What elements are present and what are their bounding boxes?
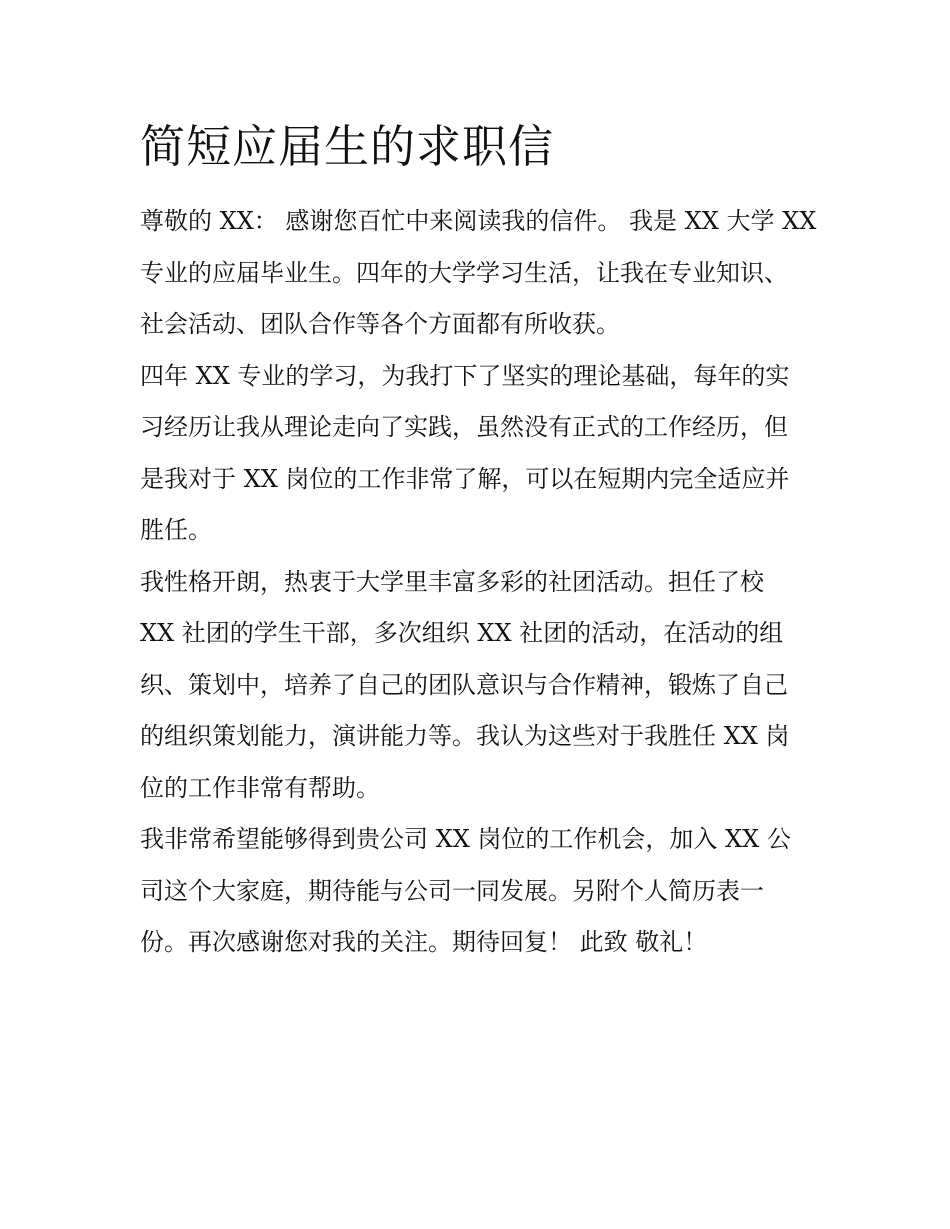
body-line: 专业的应届毕业生。四年的大学学习生活，让我在专业知识、 — [140, 259, 788, 287]
body-line: 社会活动、团队合作等各个方面都有所收获。 — [140, 310, 620, 338]
body-line: 份。再次感谢您对我的关注。期待回复！ 此致 敬礼！ — [140, 928, 708, 956]
body-line: 我性格开朗，热衷于大学里丰富多彩的社团活动。担任了校 — [140, 568, 764, 596]
body-line: XX 社团的学生干部，多次组织 XX 社团的活动，在活动的组 — [140, 619, 784, 647]
body-line: 司这个大家庭，期待能与公司一同发展。另附个人简历表一 — [140, 877, 764, 905]
body-line: 的组织策划能力，演讲能力等。我认为这些对于我胜任 XX 岗 — [140, 722, 790, 750]
body-line: 我非常希望能够得到贵公司 XX 岗位的工作机会，加入 XX 公 — [140, 825, 791, 853]
body-line: 四年 XX 专业的学习，为我打下了坚实的理论基础，每年的实 — [140, 362, 790, 390]
body-line: 习经历让我从理论走向了实践，虽然没有正式的工作经历，但 — [140, 413, 788, 441]
body-line: 胜任。 — [140, 516, 212, 544]
document-title: 简短应届生的求职信 — [140, 120, 555, 173]
body-line: 尊敬的 XX： 感谢您百忙中来阅读我的信件。 我是 XX 大学 XX — [140, 207, 817, 235]
body-line: 位的工作非常有帮助。 — [140, 774, 380, 802]
body-line: 是我对于 XX 岗位的工作非常了解，可以在短期内完全适应并 — [140, 465, 790, 493]
body-line: 织、策划中，培养了自己的团队意识与合作精神，锻炼了自己 — [140, 671, 788, 699]
